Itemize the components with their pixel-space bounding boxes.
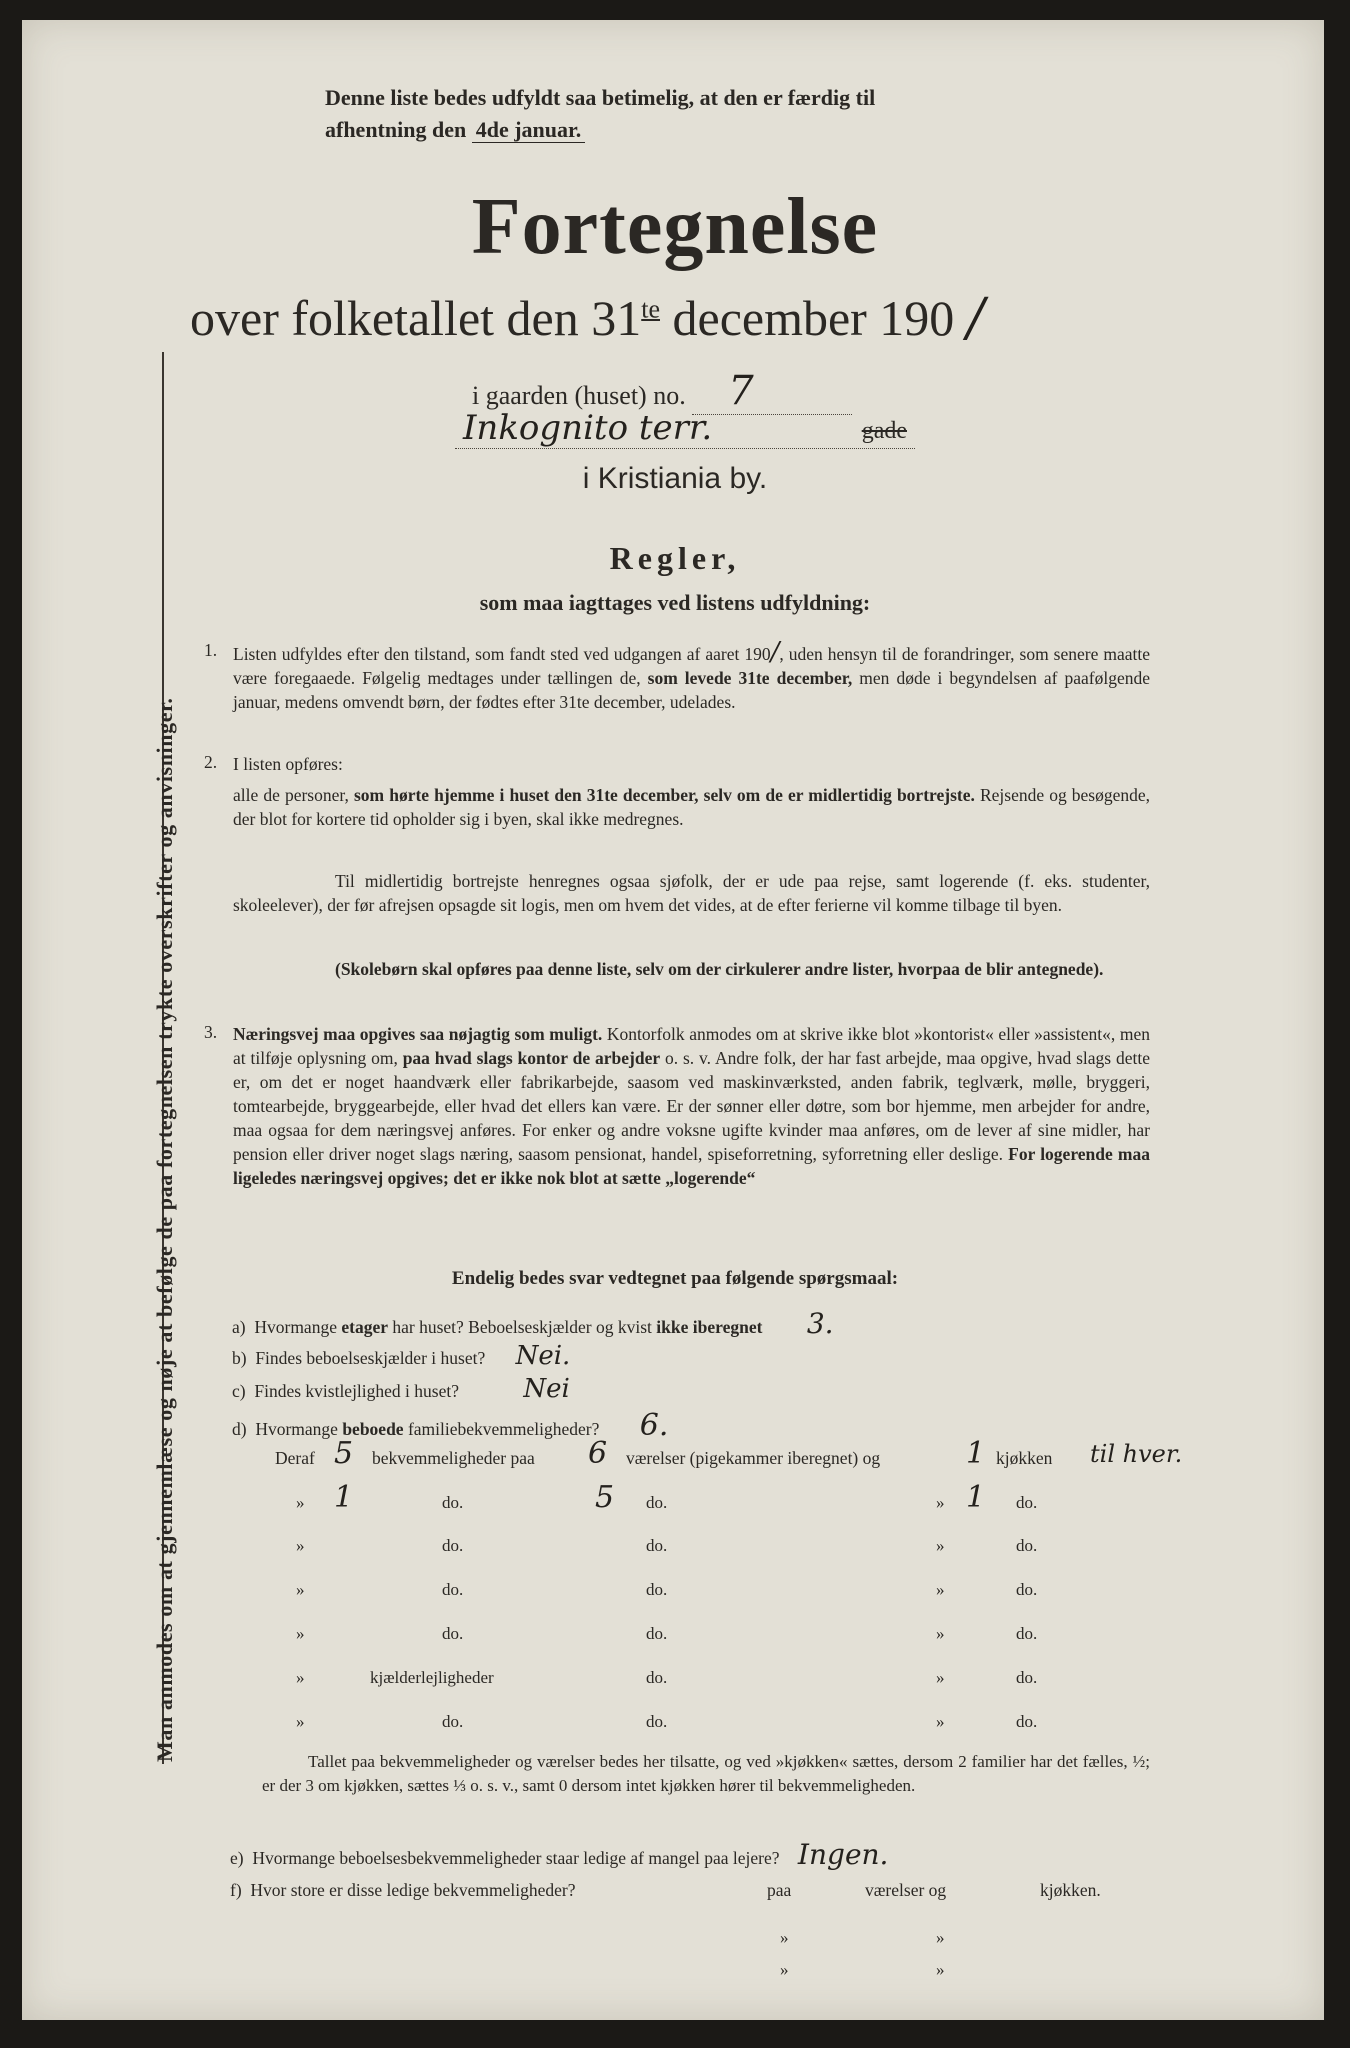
rule-2: alle de personer, som hørte hjemme i huset den 31te december, selv om de er midlertidig bortrejste. Rejsende og besøgende, der blot for kortere tid opholder sig i byen, skal ikke medregnes.: [233, 785, 1151, 829]
question-c: c) Findes kvistlejlighed i huset? Nei: [232, 1374, 570, 1404]
question-d: d) Hvormange beboede familiebekvemmeligheder? 6.: [232, 1408, 669, 1443]
notice: [325, 82, 1155, 146]
page-subtitle: over folketallet den $31^{te}$ december 190 /: [190, 288, 985, 348]
question-f: f) Hvor store er disse ledige bekvemmeligheder?: [230, 1880, 576, 1900]
question-e: e) Hvormange beboelsesbekvemmeligheder staar ledige af mangel paa lejere? Ingen.: [230, 1838, 889, 1871]
question-b: b) Findes beboelseskjælder i huset? Nei.: [232, 1341, 571, 1371]
rules-heading: Regler,: [609, 540, 741, 576]
question-a: a) Hvormange etager har huset? Beboelseskjælder og kvist ikke iberegnet 3.: [232, 1307, 834, 1340]
rule-3: Næringsvej maa opgives saa nøjagtig som muligt. Kontorfolk anmodes om at skrive ikke blot »kontorist« eller »assistent«, men at tilføje oplysning om, paa hvad slags kontor de arbejder o. s. v. Andre folk, der har fast arbejde, maa opgive, hvad slags dette er, om det er noget haandværk eller fabrikarbejde, saasom ved maskinværksted, anden fabrik, teglværk, mølle, bryggeri, tomtearbejde, bryggearbejde, eller hvad det ellers kan være. Er der sønner eller døtre, som bor hjemme, men arbejder for andre, maa ogsaa for dem næringsvej anføres. For enker og andre voksne ugifte kvinder maa anføres, om de lever af sine midler, har pension eller driver noget slags næring, saasom pensionat, handel, spiseforretning, syforretning eller deslige. For logerende maa ligeledes næringsvej opgives; det er ikke nok blot at sætte „logerende“: [233, 1024, 1151, 1188]
street-field: Inkognito terr. gade: [455, 408, 915, 449]
gaard-line: i gaarden (huset) no. 7: [472, 368, 852, 415]
table-note: Tallet paa bekvemmeligheder og værelser bedes her tilsatte, og ved »kjøkken« sættes, dersom 2 familier har det fælles, ½; er der 3 om kjøkken, sættes ⅓ o. s. v., samt 0 dersom intet kjøkken hører til bekvemmeligheden.: [262, 1752, 1150, 1795]
rule-2-schoolchildren: (Skolebørn skal opføres paa denne liste, selv om der cirkulerer andre lister, hvorpaa de blir antegnede).: [335, 959, 1104, 979]
questions-heading: Endelig bedes svar vedtegnet paa følgende spørgsmaal:: [451, 1268, 899, 1289]
city-line: i Kristiania by.: [582, 462, 768, 495]
notice-line-2: afhentning den 4de januar.: [325, 114, 1155, 146]
notice-date-field: 4de januar.: [472, 117, 586, 143]
page-title: Fortegnelse: [471, 183, 879, 271]
year-handwriting: /: [966, 288, 985, 348]
side-instruction: Man anmodes om at gjennemlæse og nøje at befølge de paa fortegnelsen trykte overskrifter og anvisninger.: [152, 697, 177, 1762]
rule-2-absent: Til midlertidig bortrejste henregnes ogsaa sjøfolk, der er ude paa rejse, samt logerende (f. eks. studenter, skoleelever), der før afrejsen opsagde sit logis, men om hvem det vides, at de efter ferierne vil komme tilbage til byen.: [233, 871, 1150, 915]
rule-1: Listen udfyldes efter den tilstand, som fandt sted ved udgangen af aaret 190/, uden hensyn til de forandringer, som senere maatte være foregaaede. Følgelig medtages under tællingen de, som levede 31te december, men døde i begyndelsen af paafølgende januar, medens omvendt børn, der fødtes efter 31te december, udelades.: [233, 637, 1151, 712]
rules-subheading: som maa iagttages ved listens udfyldning:: [479, 590, 871, 615]
notice-line-1: Denne liste bedes udfyldt saa betimelig, at den er færdig til: [325, 85, 876, 110]
rule-2-intro: I listen opføres:: [233, 754, 343, 774]
